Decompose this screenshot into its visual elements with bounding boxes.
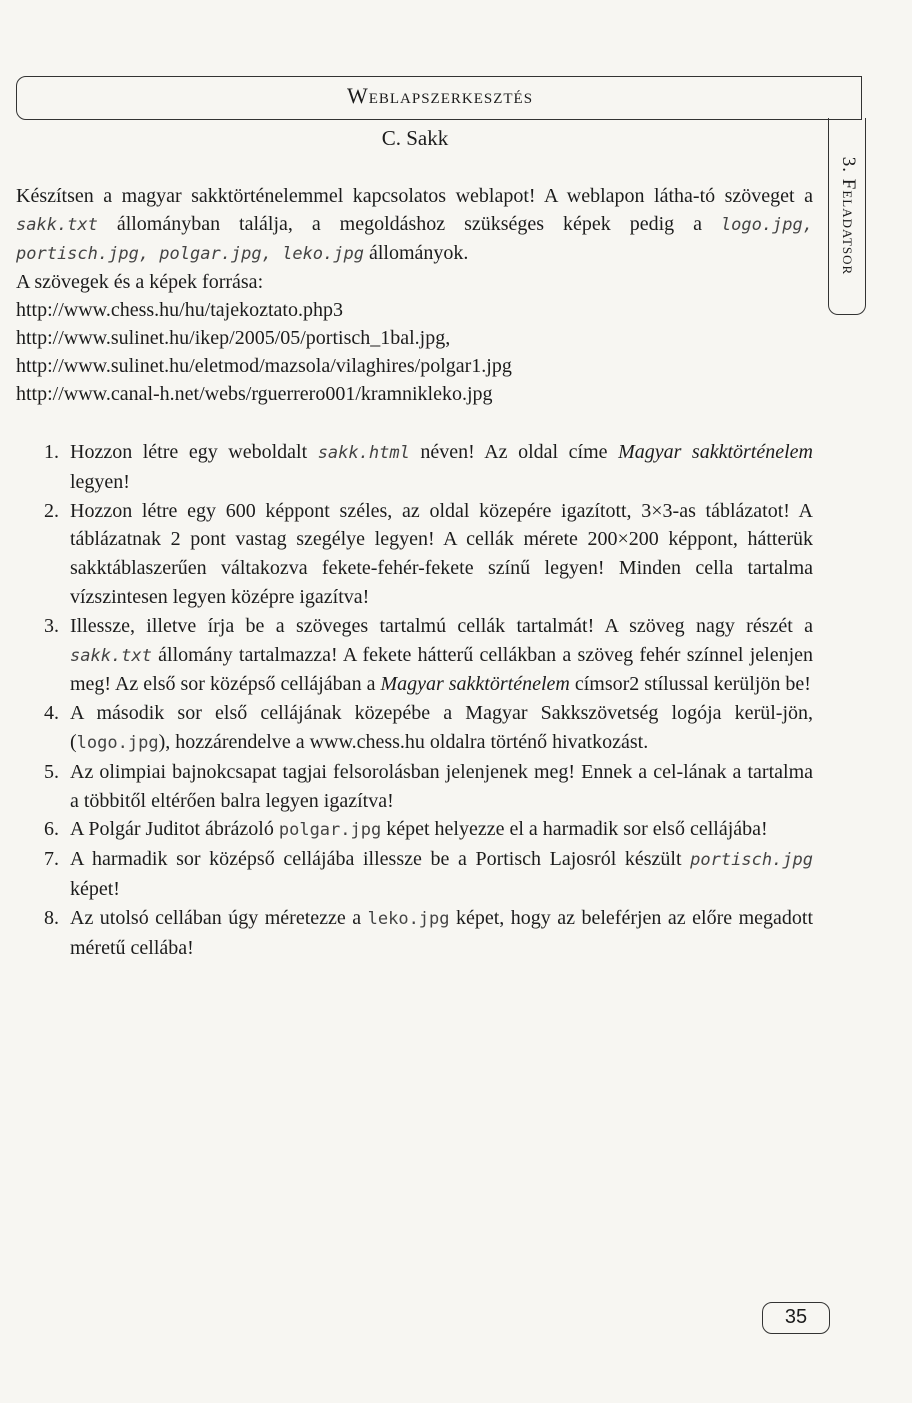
source-url: http://www.chess.hu/hu/tajekoztato.php3 [16, 299, 343, 321]
task-item [16, 758, 813, 816]
task-item [16, 612, 813, 699]
page-number: 35 [762, 1302, 830, 1334]
source-url: http://www.canal-h.net/webs/rguerrero001/kramnikleko.jpg [16, 383, 493, 405]
sources-label: A szövegek és a képek forrása: [16, 271, 264, 293]
file-name: sakk.html [317, 443, 410, 463]
task-number: 6. [44, 818, 59, 841]
task-text: állomány tartalmazza! A fekete hátterű cellákban a szöveg fehér színnel jelenjen meg! Az első sor középső cellájában a [70, 643, 813, 696]
task-item [16, 438, 813, 497]
section-title: C. Sakk [381, 126, 449, 150]
task-item [16, 904, 813, 963]
source-url: http://www.sulinet.hu/ikep/2005/05/portisch_1bal.jpg, [16, 327, 451, 349]
chapter-title: Weblapszerkesztés [346, 83, 534, 108]
task-number: 4. [44, 702, 59, 725]
task-text: Illessze, illetve írja be a szöveges tartalmú cellák tartalmát! A szöveg nagy részét a [70, 614, 813, 637]
image-file-list: logo.jpg, portisch.jpg, polgar.jpg, leko.jpg [16, 215, 813, 264]
source-url: http://www.sulinet.hu/eletmod/mazsola/vilaghires/polgar1.jpg [16, 355, 512, 377]
task-text: képet, hogy az beleférjen az előre megadott méretű cellába! [70, 906, 814, 959]
task-text: Hozzon létre egy 600 képpont széles, az oldal közepére igazított, 3×3-as táblázatot! A táblázatnak 2 pont vastag szegélye legyen! A cellák mérete 200×200 képpont, hátterük sakktáblaszerűen váltakozva fekete-fehér-fekete színű legyen! Minden cella tartalma vízszintesen legyen középre igazítva! [70, 499, 813, 608]
side-tab [828, 118, 866, 315]
file-name: sakk.txt [70, 645, 152, 666]
task-text: A harmadik sor középső cellájába illessze be a Portisch Lajosról készült [70, 848, 691, 871]
task-text: címsor2 stílussal kerüljön be! [569, 673, 811, 696]
task-text: legyen! [70, 470, 130, 493]
task-item [16, 815, 813, 845]
task-text: Az olimpiai bajnokcsapat tagjai felsorolásban jelenjenek meg! Ennek a cel-lának a tartalma a többitől eltérően balra legyen igazítva! [70, 760, 813, 812]
task-number: 3. [44, 614, 59, 637]
intro-paragraph [16, 182, 813, 268]
task-text: képet! [70, 877, 120, 900]
file-name: logo.jpg [76, 732, 159, 753]
emphasis: Magyar sakktörténelem [380, 673, 570, 696]
task-text: A Polgár Juditot ábrázoló [70, 818, 279, 841]
intro-text-a: Készítsen a magyar sakktörténelemmel kapcsolatos weblapot! A weblapon látha-tó szöveget a [16, 185, 813, 207]
task-number: 5. [44, 760, 59, 783]
side-tab-label: 3. Feladatsor [838, 156, 859, 276]
emphasis: Magyar sakktörténelem [618, 441, 813, 463]
task-text: ), hozzárendelve a www.chess.hu oldalra történő hivatkozást. [158, 730, 649, 753]
task-text: képet helyezze el a harmadik sor első cellájába! [381, 818, 768, 841]
intro-text-c: állományok. [364, 242, 469, 264]
task-number: 7. [44, 848, 59, 871]
intro-block [16, 182, 813, 408]
task-text: néven! Az oldal címe [409, 441, 619, 463]
file-name: leko.jpg [367, 908, 450, 929]
task-item [16, 845, 813, 904]
task-number: 2. [44, 499, 59, 522]
task-item [16, 497, 813, 612]
chapter-header-box [16, 76, 862, 120]
file-name: sakk.txt [16, 215, 98, 235]
task-text: A második sor első cellájának közepébe a Magyar Sakkszövetség logója kerül-jön, ( [70, 702, 813, 753]
task-text: Az utolsó cellában úgy méretezze a [70, 906, 368, 929]
file-name: polgar.jpg [278, 820, 382, 841]
task-list [16, 438, 813, 962]
file-name: portisch.jpg [690, 850, 813, 871]
task-text: Hozzon létre egy weboldalt [70, 441, 318, 463]
task-number: 8. [44, 906, 59, 929]
task-number: 1. [44, 441, 59, 463]
intro-text-b: állományban találja, a megoldáshoz szükséges képek pedig a [97, 213, 721, 235]
task-item [16, 699, 813, 758]
